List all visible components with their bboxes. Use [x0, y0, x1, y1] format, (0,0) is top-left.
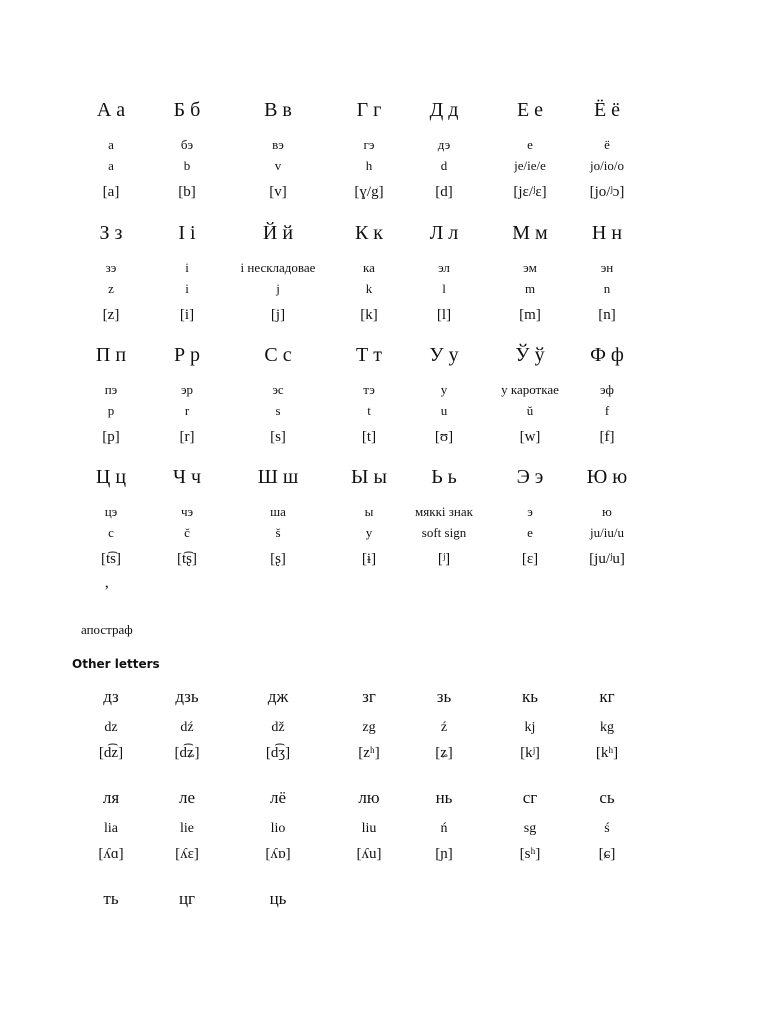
letter-name: ю	[602, 504, 612, 519]
ipa-value: [f]	[599, 429, 615, 445]
letter-glyph: Ы ы	[351, 466, 387, 488]
letter-name: зэ	[105, 260, 117, 275]
latin-transliteration: je/ie/e	[514, 158, 546, 173]
latin-transliteration: č	[184, 525, 190, 540]
latin-transliteration: s	[275, 403, 281, 418]
ipa-value: [zʰ]	[358, 745, 380, 761]
ipa-value: [d͡z]	[98, 745, 124, 761]
alphabet-row	[0, 343, 768, 473]
latin-transliteration: h	[365, 158, 373, 173]
letter-glyph: У у	[429, 344, 459, 366]
letter-name: эм	[523, 260, 537, 275]
letter-glyph: кь	[521, 687, 538, 706]
letter-glyph: зь	[436, 687, 452, 706]
letter-glyph: С с	[264, 344, 292, 366]
letter-glyph: Ў ў	[515, 344, 545, 366]
ipa-value: [sʰ]	[519, 846, 541, 862]
letter-glyph: лю	[358, 788, 380, 807]
letter-glyph: Б б	[173, 99, 201, 121]
letter-name: эр	[180, 382, 194, 397]
latin-transliteration: zg	[362, 720, 376, 735]
latin-transliteration: lia	[104, 821, 118, 836]
latin-transliteration: a	[108, 158, 114, 173]
letter-glyph: Д д	[429, 99, 459, 121]
letter-name: вэ	[272, 137, 284, 152]
latin-transliteration: dž	[271, 720, 285, 735]
alphabet-row	[0, 221, 768, 351]
latin-transliteration: r	[184, 403, 190, 418]
letter-name: у кароткае	[501, 382, 559, 397]
ipa-value: [ʊ]	[434, 429, 454, 445]
ipa-value: [ʑ]	[435, 745, 453, 761]
latin-transliteration: lie	[180, 821, 194, 836]
other-letters-row	[0, 889, 768, 969]
letter-name: бэ	[180, 137, 194, 152]
ipa-value: [jɛ/ʲɛ]	[513, 184, 547, 200]
letter-name: ы	[364, 504, 374, 519]
letter-glyph: ть	[103, 889, 119, 908]
ipa-value: [b]	[178, 184, 196, 200]
ipa-value: [v]	[269, 184, 287, 200]
letter-glyph: ле	[178, 788, 196, 807]
letter-glyph: Е е	[516, 99, 544, 121]
ipa-value: [a]	[102, 184, 120, 200]
latin-transliteration: u	[440, 403, 448, 418]
letter-glyph: Ё ё	[593, 99, 621, 121]
ipa-value: [ɣ/g]	[354, 184, 384, 200]
letter-glyph: Ф ф	[590, 344, 624, 366]
ipa-value: [j]	[270, 307, 286, 323]
letter-name: мяккі знак	[415, 504, 473, 519]
letter-name: чэ	[180, 504, 194, 519]
letter-glyph: Н н	[591, 222, 623, 244]
latin-transliteration: c	[108, 525, 114, 540]
letter-name: цэ	[104, 504, 118, 519]
ipa-value: [ɨ]	[361, 551, 377, 567]
letter-glyph: М м	[512, 222, 548, 244]
ipa-value: [z]	[102, 307, 120, 323]
latin-transliteration: lio	[270, 821, 286, 836]
latin-transliteration: l	[442, 281, 446, 296]
letter-name: эф	[600, 382, 614, 397]
letter-glyph: Э э	[516, 466, 544, 488]
latin-transliteration: n	[603, 281, 611, 296]
ipa-value: [kʲ]	[520, 745, 540, 761]
letter-name: і нескладовае	[240, 260, 316, 275]
latin-transliteration: ŭ	[526, 403, 534, 418]
latin-transliteration: dz	[104, 720, 118, 735]
ipa-value: [ʎu]	[356, 846, 382, 862]
letter-glyph: Т т	[356, 344, 382, 366]
ipa-value: [jo/ʲɔ]	[589, 184, 625, 200]
letter-name: е	[527, 137, 533, 152]
letter-glyph: ля	[102, 788, 120, 807]
letter-glyph: Ш ш	[257, 466, 299, 488]
letter-name: эн	[600, 260, 614, 275]
other-letters-row	[0, 687, 768, 767]
letter-name: эл	[438, 260, 450, 275]
letter-glyph: зг	[362, 687, 376, 706]
letter-glyph: Л л	[429, 222, 459, 244]
ipa-value: [t͡ʂ]	[177, 551, 197, 567]
letter-glyph: дзь	[175, 687, 199, 706]
ipa-value: [ɕ]	[598, 846, 616, 862]
latin-transliteration: p	[107, 403, 115, 418]
latin-transliteration: i	[185, 281, 189, 296]
letter-glyph: Ю ю	[586, 466, 628, 488]
letter-name: а	[108, 137, 114, 152]
latin-transliteration: kg	[600, 720, 614, 735]
latin-transliteration: d	[440, 158, 448, 173]
ipa-value: [p]	[102, 429, 120, 445]
latin-transliteration: ź	[440, 720, 448, 735]
latin-transliteration: ś	[604, 821, 610, 836]
apostrophe-mark: ’	[104, 583, 110, 600]
latin-transliteration: liu	[361, 821, 377, 836]
letter-glyph: Ь ь	[431, 466, 457, 488]
latin-transliteration: f	[604, 403, 610, 418]
latin-transliteration: b	[183, 158, 191, 173]
letter-name: эс	[272, 382, 284, 397]
letter-glyph: Ч ч	[172, 466, 202, 488]
letter-name: ка	[363, 260, 375, 275]
letter-glyph: кг	[599, 687, 615, 706]
letter-glyph: сг	[522, 788, 538, 807]
alphabet-row	[0, 465, 768, 595]
letter-name: тэ	[363, 382, 375, 397]
letter-glyph: ць	[269, 889, 287, 908]
letter-name: і	[185, 260, 189, 275]
letter-name: ё	[604, 137, 610, 152]
letter-glyph: І і	[178, 222, 196, 244]
letter-glyph: дж	[267, 687, 289, 706]
ipa-value: [r]	[179, 429, 195, 445]
alphabet-row	[0, 98, 768, 228]
other-letters-row	[0, 788, 768, 868]
ipa-value: [ʎɛ]	[175, 846, 199, 862]
letter-name: гэ	[363, 137, 375, 152]
letter-glyph: дз	[103, 687, 119, 706]
letter-glyph: З з	[99, 222, 123, 244]
letter-name: дэ	[437, 137, 451, 152]
latin-transliteration: v	[274, 158, 282, 173]
latin-transliteration: e	[527, 525, 533, 540]
latin-transliteration: ju/iu/u	[590, 525, 624, 540]
ipa-value: [d]	[435, 184, 453, 200]
letter-glyph: А а	[96, 99, 126, 121]
ipa-value: [m]	[519, 307, 541, 323]
letter-name: у	[440, 382, 448, 397]
ipa-value: [n]	[598, 307, 616, 323]
ipa-value: [ɛ]	[521, 551, 539, 567]
letter-glyph: Р р	[173, 344, 201, 366]
letter-glyph: Ц ц	[95, 466, 127, 488]
latin-transliteration: y	[365, 525, 373, 540]
latin-transliteration: z	[108, 281, 114, 296]
letter-glyph: К к	[354, 222, 384, 244]
latin-transliteration: sg	[523, 821, 537, 836]
letter-glyph: нь	[435, 788, 453, 807]
ipa-value: [t]	[361, 429, 377, 445]
latin-transliteration: j	[276, 281, 280, 296]
ipa-value: [s]	[270, 429, 286, 445]
ipa-value: [w]	[519, 429, 541, 445]
latin-transliteration: k	[365, 281, 373, 296]
ipa-value: [d͡ʒ]	[265, 745, 291, 761]
letter-glyph: цг	[178, 889, 196, 908]
latin-transliteration: jo/io/o	[590, 158, 624, 173]
other-letters-heading: Other letters	[72, 657, 160, 671]
ipa-value: [t͡s]	[101, 551, 121, 567]
ipa-value: [ʂ]	[270, 551, 286, 567]
apostrophe-name: апостраф	[81, 622, 133, 637]
latin-transliteration: š	[275, 525, 281, 540]
letter-glyph: Й й	[262, 222, 294, 244]
ipa-value: [k]	[360, 307, 378, 323]
ipa-value: [ʲ]	[437, 551, 451, 567]
latin-transliteration: ń	[440, 821, 448, 836]
latin-transliteration: kj	[524, 720, 536, 735]
letter-glyph: Г г	[356, 99, 382, 121]
letter-name: э	[527, 504, 533, 519]
ipa-value: [ju/ʲu]	[589, 551, 625, 567]
ipa-value: [i]	[179, 307, 195, 323]
ipa-value: [l]	[436, 307, 452, 323]
letter-glyph: В в	[264, 99, 292, 121]
ipa-value: [ʎɑ]	[98, 846, 124, 862]
letter-name: пэ	[104, 382, 118, 397]
ipa-value: [ɲ]	[435, 846, 453, 862]
latin-transliteration: soft sign	[421, 525, 467, 540]
latin-transliteration: m	[524, 281, 536, 296]
ipa-value: [d͡ʑ]	[174, 745, 200, 761]
ipa-value: [kʰ]	[595, 745, 619, 761]
latin-transliteration: dź	[180, 720, 194, 735]
ipa-value: [ʎɒ]	[265, 846, 291, 862]
letter-glyph: лё	[269, 788, 287, 807]
latin-transliteration: t	[367, 403, 371, 418]
letter-glyph: сь	[599, 788, 615, 807]
letter-name: ша	[270, 504, 286, 519]
letter-glyph: П п	[95, 344, 127, 366]
